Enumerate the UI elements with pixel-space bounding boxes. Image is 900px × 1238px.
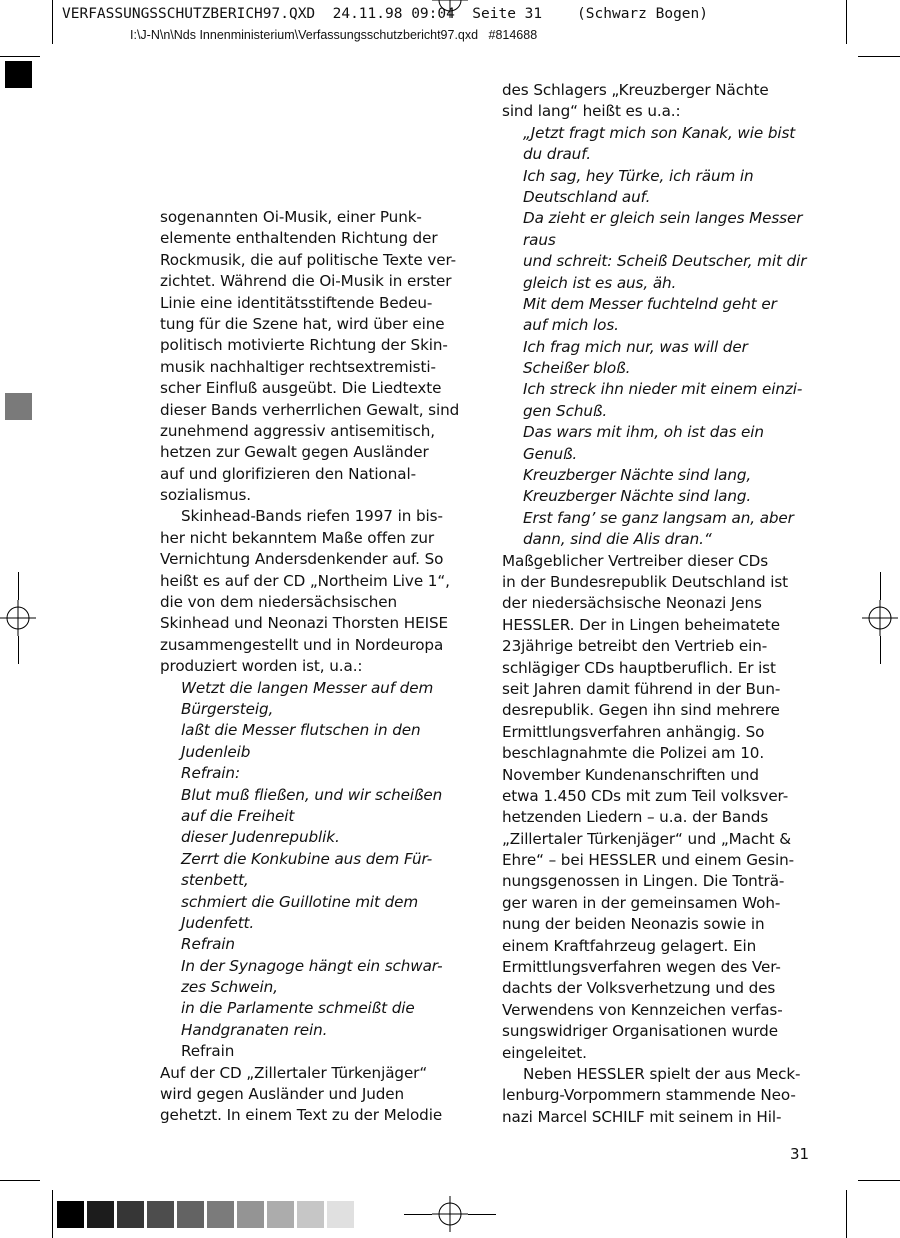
text-line: Maßgeblicher Vertreiber dieser CDs [502,551,769,570]
color-swatch [297,1201,324,1228]
text-line: stenbett, [181,871,249,890]
text-line: auf die Freiheit [181,806,295,825]
text-line: und schreit: Scheiß Deutscher, mit dir [523,252,807,271]
text-line: die von dem niedersächsischen [160,593,398,612]
registration-mark-top-icon [432,0,468,18]
text-line: seit Jahren damit führend in der Bun- [502,679,781,698]
text-line: eingeleitet. [502,1043,587,1062]
text-line: Scheißer bloß. [523,359,631,378]
text-line: Kreuzberger Nächte sind lang, [523,466,752,485]
text-line: nungsgenossen in Lingen. Die Tonträ- [502,872,785,891]
text-line: Ehre“ – bei HESSLER und einem Gesin- [502,851,794,870]
text-line: Ich frag mich nur, was will der [523,337,748,356]
text-line: Judenleib [181,742,251,761]
left-text-column [160,207,480,1127]
text-line: du drauf. [523,145,591,164]
text-line: wird gegen Ausländer und Juden [160,1085,405,1104]
text-line: etwa 1.450 CDs mit zum Teil volksver- [502,786,789,805]
text-line: Refrain: [181,764,240,783]
color-swatch [87,1201,114,1228]
text-line: Skinhead-Bands riefen 1997 in bis- [181,507,443,526]
color-swatch [267,1201,294,1228]
color-swatch [117,1201,144,1228]
text-line: Handgranaten rein. [181,1020,328,1039]
text-line: In der Synagoge hängt ein schwar- [181,956,443,975]
text-line: laßt die Messer flutschen in den [181,721,421,740]
text-line: der niedersächsische Neonazi Jens [502,594,762,613]
color-swatch [327,1201,354,1228]
text-line: auf mich los. [523,316,619,335]
text-line: Refrain [181,1042,235,1061]
text-line: nung der beiden Neonazis sowie in [502,915,765,934]
text-line: desrepublik. Gegen ihn sind mehrere [502,701,780,720]
text-line: dann, sind die Alis dran.“ [523,530,712,549]
registration-mark-right-icon [862,600,898,636]
color-swatch [57,1201,84,1228]
registration-mark-bottom-icon [432,1196,468,1232]
text-line: heißt es auf der CD „Northeim Live 1“, [160,571,450,590]
registration-mark-left-icon [0,600,36,636]
text-line: hetzenden Liedern – u.a. der Bands [502,808,769,827]
text-line: Genuß. [523,444,578,463]
text-line: Kreuzberger Nächte sind lang. [523,487,752,506]
text-line: tung für die Szene hat, wird über eine [160,314,445,333]
text-line: raus [523,230,556,249]
color-swatch [237,1201,264,1228]
text-line: schlägiger CDs hauptberuflich. Er ist [502,658,776,677]
text-line: elemente enthaltenden Richtung der [160,229,438,248]
color-swatch [177,1201,204,1228]
text-line: Rockmusik, die auf politische Texte ver- [160,250,457,269]
text-line: „Zillertaler Türkenjäger“ und „Macht & [502,829,791,848]
text-line: Verwendens von Kennzeichen verfas- [502,1000,783,1019]
text-line: Das wars mit ihm, oh ist das ein [523,423,764,442]
text-line: gleich ist es aus, äh. [523,273,677,292]
text-line: Da zieht er gleich sein langes Messer [523,209,803,228]
text-line: Ermittlungsverfahren wegen des Ver- [502,958,781,977]
text-line: einem Kraftfahrzeug gelagert. Ein [502,936,757,955]
text-line: Judenfett. [181,913,255,932]
text-line: dieser Judenrepublik. [181,828,340,847]
page-number: 31 [790,1145,810,1163]
text-line: Ich sag, hey Türke, ich räum in [523,166,754,185]
text-line: Skinhead und Neonazi Thorsten HEISE [160,614,449,633]
text-line: Refrain [181,935,235,954]
text-line: Deutschland auf. [523,187,651,206]
text-line: Bürgersteig, [181,699,274,718]
text-line: des Schlagers „Kreuzberger Nächte [502,81,769,99]
text-line: gehetzt. In einem Text zu der Melodie [160,1106,443,1125]
file-path-line: I:\J-N\n\Nds Innenministerium\Verfassungsschutzbericht97.qxd #814688 [130,28,538,42]
color-swatch [207,1201,234,1228]
text-line: Wetzt die langen Messer auf dem [181,678,434,697]
text-line: dachts der Volksverhetzung und des [502,979,776,998]
text-line: sungswidriger Organisationen wurde [502,1022,778,1041]
text-line: ger waren in der gemeinsamen Woh- [502,893,781,912]
text-line: Mit dem Messer fuchtelnd geht er [523,294,777,313]
text-line: Auf der CD „Zillertaler Türkenjäger“ [160,1063,428,1082]
text-line: HESSLER. Der in Lingen beheimatete [502,615,781,634]
text-line: sozialismus. [160,486,252,505]
text-line: in der Bundesrepublik Deutschland ist [502,572,789,591]
color-swatch [147,1201,174,1228]
text-line: November Kundenanschriften und [502,765,759,784]
text-line: sind lang“ heißt es u.a.: [502,102,681,121]
text-line: Erst fang’ se ganz langsam an, aber [523,508,794,527]
text-line: lenburg-Vorpommern stammende Neo- [502,1086,796,1105]
text-line: zichtet. Während die Oi-Musik in erster [160,272,452,291]
text-line: zusammengestellt und in Nordeuropa [160,635,444,654]
text-line: nazi Marcel SCHILF mit seinem in Hil- [502,1107,782,1126]
text-line: zunehmend aggressiv antisemitisch, [160,421,435,440]
text-line: auf und glorifizieren den National- [160,464,416,483]
text-line: politisch motivierte Richtung der Skin- [160,336,448,355]
text-line: Ermittlungsverfahren anhängig. So [502,722,765,741]
text-line: zes Schwein, [181,978,278,997]
text-line: Neben HESSLER spielt der aus Meck- [523,1064,801,1083]
text-line: in die Parlamente schmeißt die [181,999,415,1018]
text-line: musik nachhaltiger rechtsextremisti- [160,357,436,376]
text-line: „Jetzt fragt mich son Kanak, wie bist [523,123,796,142]
file-slug-line: VERFASSUNGSSCHUTZBERICH97.QXD 24.11.98 09:04 Seite 31 (Schwarz Bogen) [62,6,709,22]
text-line: dieser Bands verherrlichen Gewalt, sind [160,400,460,419]
text-line: Blut muß fließen, und wir scheißen [181,785,443,804]
text-line: Zerrt die Konkubine aus dem Für- [181,849,433,868]
text-line: her nicht bekanntem Maße offen zur [160,528,435,547]
side-mark-top-left [5,61,32,88]
text-line: schmiert die Guillotine mit dem [181,892,419,911]
text-line: sogenannten Oi-Musik, einer Punk- [160,208,422,226]
side-mark-mid-left [5,393,32,420]
text-line: gen Schuß. [523,401,608,420]
text-line: beschlagnahmte die Polizei am 10. [502,744,765,763]
right-text-column [502,80,822,1128]
text-line: Ich streck ihn nieder mit einem einzi- [523,380,803,399]
text-line: hetzen zur Gewalt gegen Ausländer [160,443,429,462]
text-line: scher Einfluß ausgeübt. Die Liedtexte [160,379,442,398]
text-line: 23jährige betreibt den Vertrieb ein- [502,637,768,656]
text-line: produziert worden ist, u.a.: [160,657,363,676]
text-line: Linie eine identitätsstiftende Bedeu- [160,293,433,312]
text-line: Vernichtung Andersdenkender auf. So [160,550,444,569]
